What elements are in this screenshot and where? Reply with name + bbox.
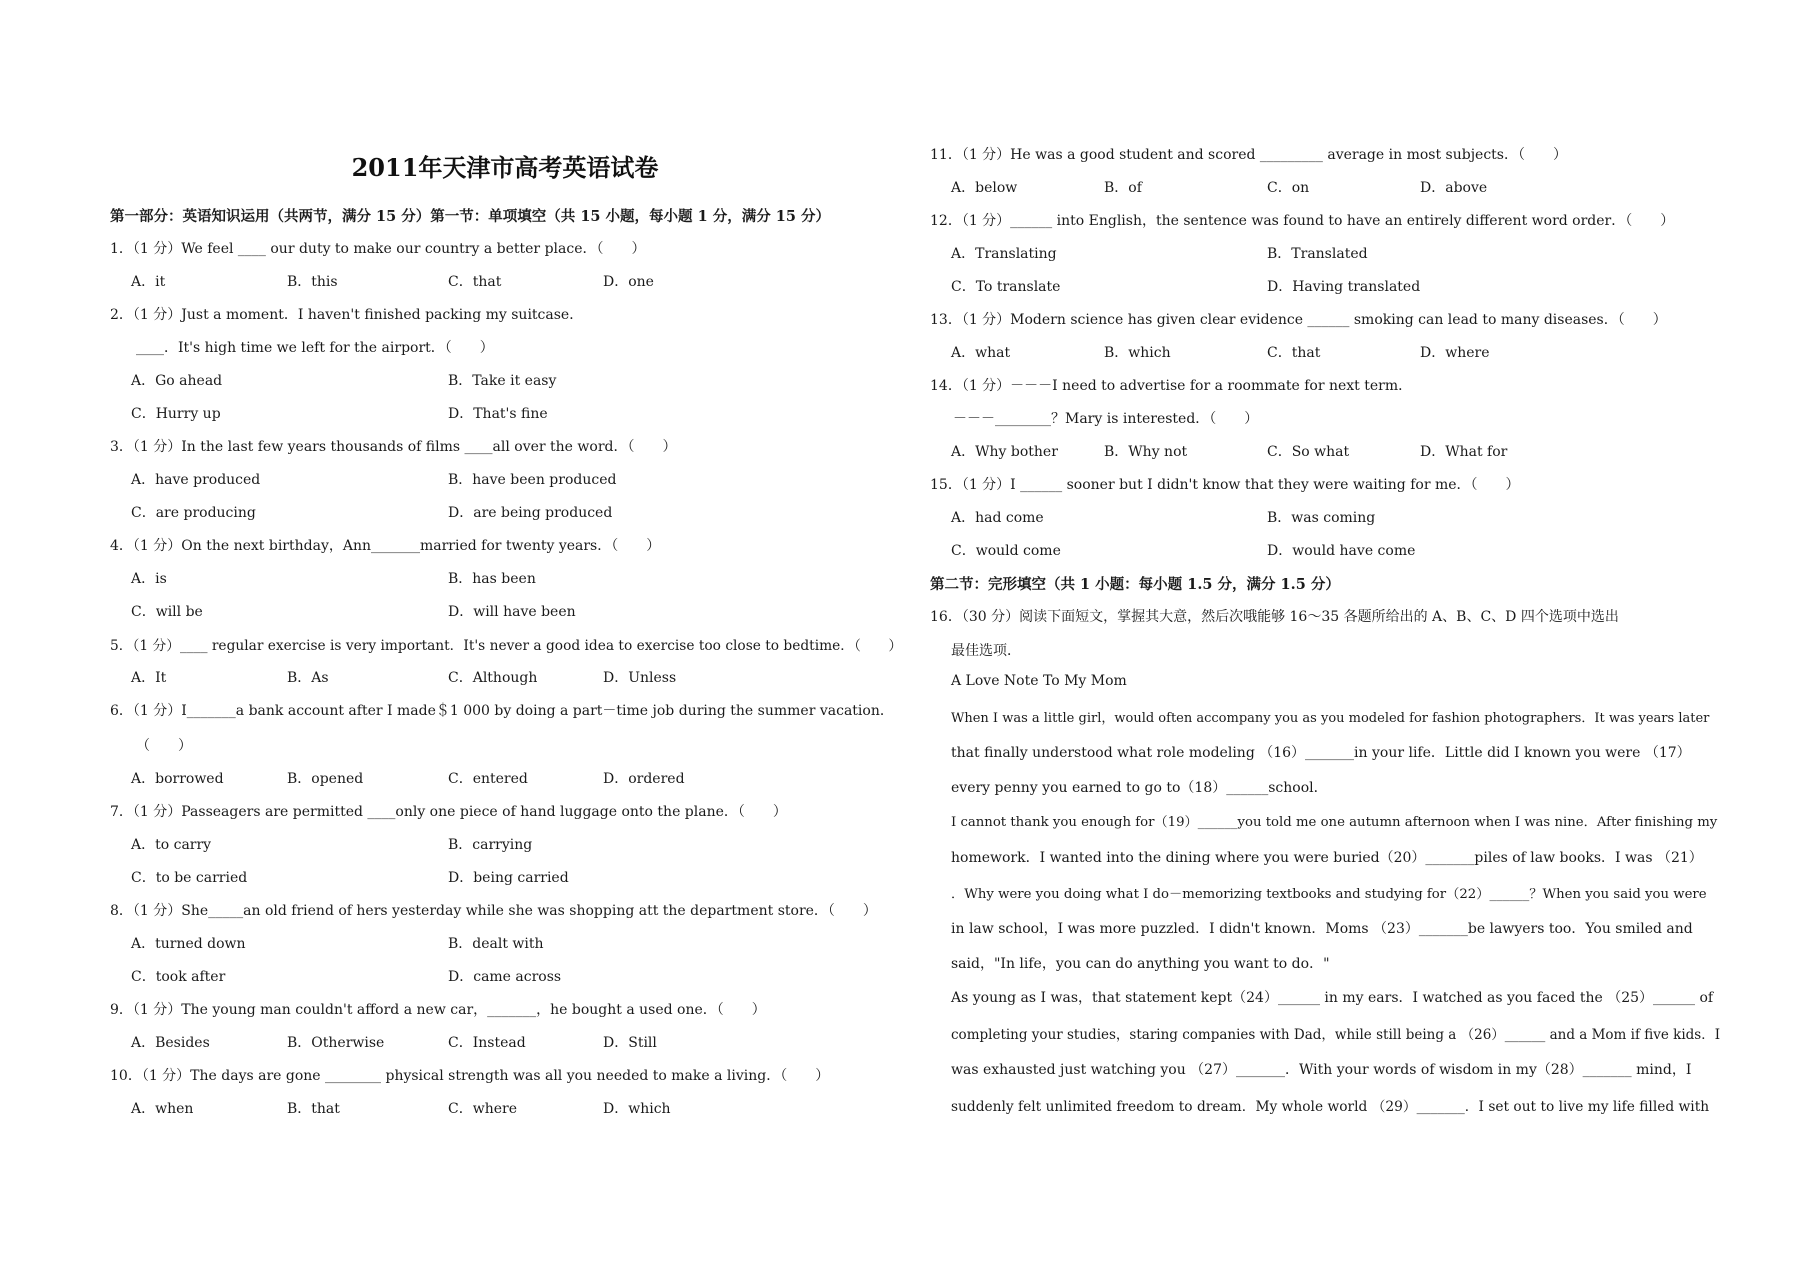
option[interactable]: D．would have come (1267, 543, 1416, 559)
question-6: 6．（1 分）I_______a bank account after I made＄1 000 by doing a part－time job during the summer vacation． (110, 703, 894, 719)
option[interactable]: C．on (1267, 180, 1310, 196)
option[interactable]: A．Why bother (951, 444, 1058, 460)
option[interactable]: D．being carried (448, 870, 569, 886)
option[interactable]: C．that (448, 274, 502, 290)
option[interactable]: C．to be carried (131, 870, 248, 886)
option[interactable]: C．where (448, 1101, 517, 1117)
option[interactable]: D．ordered (603, 771, 685, 787)
option[interactable]: B．As (287, 670, 329, 686)
option[interactable]: B．have been produced (448, 472, 617, 488)
passage-line: ．Why were you doing what I do－memorizing textbooks and studying for（22）______？When you said you were (951, 887, 1707, 902)
option[interactable]: A．It (131, 670, 167, 686)
option[interactable]: B．opened (287, 771, 364, 787)
option[interactable]: C．would come (951, 543, 1061, 559)
option[interactable]: D．are being produced (448, 505, 613, 521)
option[interactable]: A．Go ahead (131, 373, 223, 389)
option[interactable]: C．Although (448, 670, 538, 686)
option[interactable]: D．What for (1420, 444, 1508, 460)
question-11: 11．（1 分）He was a good student and scored _________ average in most subjects．（ ） (930, 147, 1567, 163)
question-12: 12．（1 分）______ into English，the sentence was found to have an entirely different word order．（ ） (930, 213, 1675, 229)
option[interactable]: C．Hurry up (131, 406, 221, 422)
question-10: 10．（1 分）The days are gone ________ physical strength was all you needed to make a living．（ ） (110, 1068, 830, 1084)
question-2-line2: ____．It's high time we left for the airport．（ ） (136, 340, 494, 356)
option[interactable]: B．dealt with (448, 936, 544, 952)
passage-line: completing your studies，staring companies with Dad，while still being a （26）______ and a Mom if five kids．I (951, 1027, 1721, 1043)
part2-heading: 第二节：完形填空（共 1 小题：每小题 1.5 分，满分 1.5 分） (930, 576, 1340, 593)
option[interactable]: A．is (131, 571, 167, 587)
question-2: 2．（1 分）Just a moment．I haven't finished packing my suitcase． (110, 307, 584, 323)
option[interactable]: B．Why not (1104, 444, 1188, 460)
passage-title: A Love Note To My Mom (951, 673, 1127, 689)
option[interactable]: C．So what (1267, 444, 1350, 460)
passage-line: said，"In life，you can do anything you want to do．" (951, 956, 1330, 972)
passage-line: homework．I wanted into the dining where you were buried（20）_______piles of law books．I was （21） (951, 850, 1703, 866)
option[interactable]: D．That's fine (448, 406, 548, 422)
question-6-line2: （ ） (136, 738, 192, 754)
option[interactable]: B．of (1104, 180, 1142, 196)
option[interactable]: A．to carry (131, 837, 212, 853)
option[interactable]: B．that (287, 1101, 340, 1117)
option[interactable]: C．entered (448, 771, 528, 787)
option[interactable]: D．came across (448, 969, 562, 985)
question-13: 13．（1 分）Modern science has given clear evidence ______ smoking can lead to many diseases．（ ） (930, 312, 1667, 328)
passage-line: every penny you earned to go to（18）______school． (951, 780, 1328, 796)
option[interactable]: C．Instead (448, 1035, 526, 1051)
passage-line: was exhausted just watching you （27）_______．With your words of wisdom in my（28）_______ mind，I (951, 1062, 1692, 1078)
option[interactable]: B．Otherwise (287, 1035, 385, 1051)
passage-line: I cannot thank you enough for（19）______you told me one autumn afternoon when I was nine．After finishing my (951, 815, 1718, 830)
option[interactable]: B．Translated (1267, 246, 1368, 262)
option[interactable]: A．Besides (131, 1035, 210, 1051)
option[interactable]: A．below (951, 180, 1018, 196)
option[interactable]: D．where (1420, 345, 1490, 361)
option[interactable]: B．has been (448, 571, 536, 587)
option[interactable]: A．it (131, 274, 166, 290)
option[interactable]: D．Still (603, 1035, 657, 1051)
option[interactable]: A．what (951, 345, 1011, 361)
option[interactable]: B．this (287, 274, 338, 290)
option[interactable]: B．carrying (448, 837, 533, 853)
question-8: 8．（1 分）She_____an old friend of hers yesterday while she was shopping att the department store．（ ） (110, 903, 877, 919)
option[interactable]: B．Take it easy (448, 373, 557, 389)
passage-line: that finally understood what role modeling （16）_______in your life．Little did I known you were （17） (951, 745, 1691, 761)
question-16-line2: 最佳选项． (951, 643, 1021, 659)
option[interactable]: A．when (131, 1101, 194, 1117)
question-1: 1．（1 分）We feel ____ our duty to make our country a better place．（ ） (110, 241, 646, 257)
option[interactable]: D．one (603, 274, 654, 290)
option[interactable]: C．took after (131, 969, 226, 985)
option[interactable]: B．was coming (1267, 510, 1376, 526)
question-4: 4．（1 分）On the next birthday，Ann_______married for twenty years．（ ） (110, 538, 661, 554)
passage-line: As young as I was，that statement kept（24）______ in my ears．I watched as you faced the （25）______ of (951, 990, 1714, 1006)
passage-line: suddenly felt unlimited freedom to dream．My whole world （29）_______．I set out to live my life filled with (951, 1099, 1710, 1115)
question-14: 14．（1 分）－－－I need to advertise for a roommate for next term． (930, 378, 1413, 394)
option[interactable]: D．will have been (448, 604, 576, 620)
option[interactable]: D．Unless (603, 670, 677, 686)
option[interactable]: D．which (603, 1101, 671, 1117)
option[interactable]: B．which (1104, 345, 1171, 361)
option[interactable]: A．have produced (131, 472, 261, 488)
passage-line: in law school，I was more puzzled．I didn't known．Moms （23）_______be lawyers too．You smiled and (951, 921, 1693, 937)
option[interactable]: C．are producing (131, 505, 256, 521)
option[interactable]: D．above (1420, 180, 1488, 196)
question-5: 5．（1 分）____ regular exercise is very important．It's never a good idea to exercise too close to bedtime．（ ） (110, 638, 903, 654)
option[interactable]: A．borrowed (131, 771, 224, 787)
option[interactable]: A．turned down (131, 936, 246, 952)
passage-line: When I was a little girl，would often accompany you as you modeled for fashion photographers．It was years later (951, 711, 1710, 726)
question-16: 16．（30 分）阅读下面短文，掌握其大意，然后次哦能够 16～35 各题所给出的 A、B、C、D 四个选项中选出 (930, 609, 1619, 625)
option[interactable]: D．Having translated (1267, 279, 1421, 295)
question-9: 9．（1 分）The young man couldn't afford a new car，_______，he bought a used one．（ ） (110, 1002, 766, 1018)
page-title: 2011年天津市高考英语试卷 (351, 153, 659, 182)
option[interactable]: C．that (1267, 345, 1321, 361)
option[interactable]: A．Translating (951, 246, 1057, 262)
option[interactable]: A．had come (951, 510, 1044, 526)
part1-heading: 第一部分：英语知识运用（共两节，满分 15 分）第一节：单项填空（共 15 小题，每小题 1 分，满分 15 分） (110, 208, 831, 225)
question-3: 3．（1 分）In the last few years thousands of films ____all over the word．（ ） (110, 439, 677, 455)
question-7: 7．（1 分）Passeagers are permitted ____only one piece of hand luggage onto the plane．（ ） (110, 804, 787, 820)
option[interactable]: C．will be (131, 604, 203, 620)
question-14-line2: －－－________？Mary is interested．（ ） (953, 411, 1259, 427)
question-15: 15．（1 分）I ______ sooner but I didn't know that they were waiting for me．（ ） (930, 477, 1520, 493)
option[interactable]: C．To translate (951, 279, 1061, 295)
